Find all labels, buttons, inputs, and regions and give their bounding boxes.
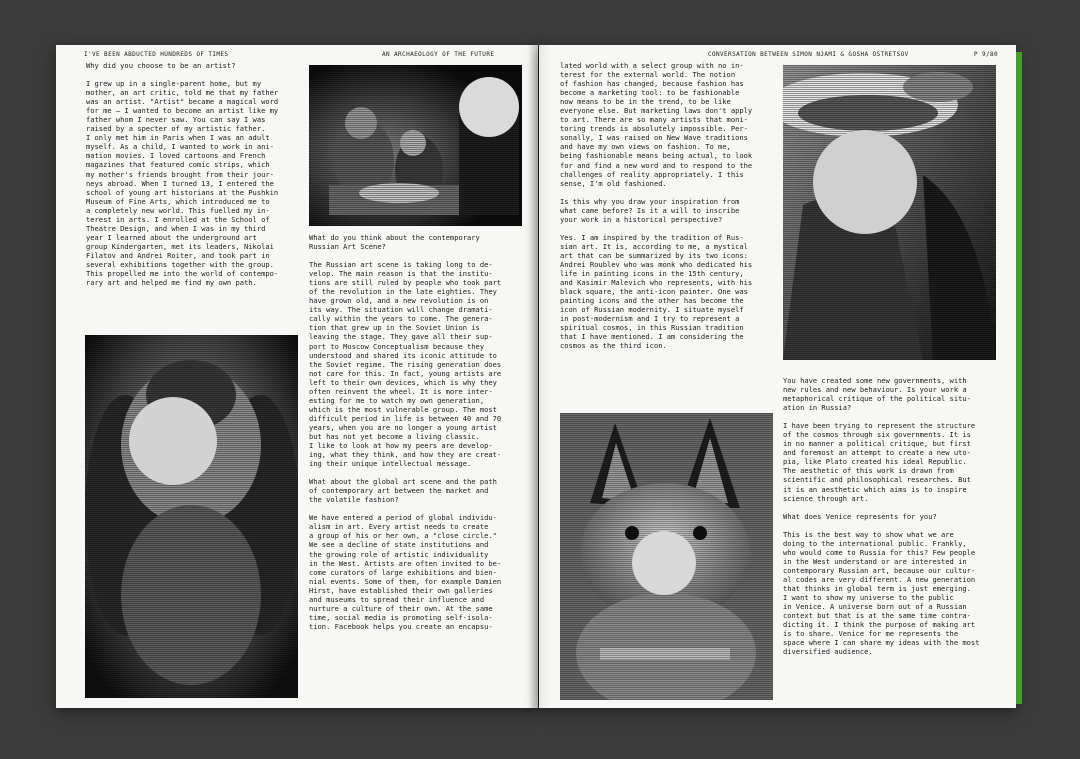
text-column-right-2 <box>783 376 1003 665</box>
photo-woman-hat <box>783 65 996 360</box>
answer-1: I grew up in a single-parent home, but my mother, an art critic, told me that my father was an artist. "Artist" became a magical word for me — I wanted to become an artist like my father whom I never saw. You can say I was raised by a specter of my artistic father. I only met him in Paris when I was an adult myself. As a child, I wanted to work in ani- mation movies. I loved cartoons and French magazines that featured comic strips, which my mother's friends brought from their jour- neys abroad. When I turned 13, I entered the school of young art historians at the Pushkin Museum of Fine Arts, which introduced me to a completely new world. This fuelled my in- terest in arts. I enrolled at the School of Theatre Design, and when I was in my third year I learned about the underground art group Kindergarten, met its leaders, Nikolai Filatov and Andrei Roiter, and took part in several exhibitions together with the group. This propelled me into the world of contempo- rary art and helped me find my own path. <box>86 79 279 288</box>
text-column-left-2 <box>309 233 527 640</box>
photo-dog-shepherd-image <box>560 413 773 700</box>
question-3: What about the global art scene and the path of contemporary art between the market and the volatile fashion? <box>309 477 497 505</box>
text-column-left-1 <box>86 61 301 296</box>
answer-3: We have entered a period of global individu- alism in art. Every artist needs to create a group of his or her own, a "close circle." We see a decline of state institutions and the growing role of artistic individuality in the West. Artists are often invited to be- come curators of large exhibitions and bien- nial events. Some of them, for example Damien Hirst, have established their own galleries and museums to spread their influence and nurture a culture of their own. At the same time, social media is promoting self-isola- tion. Facebook helps you create an encapsu- <box>309 513 502 631</box>
answer-3-continued: lated world with a select group with no in- terest for the external world. The notion of fashion has changed, because fashion has become a marketing tool: to be fashionable now means to be in the trend, to be like everyone else. But marketing laws don't apply to art. There are so many artists that moni- toring trends is absolutely impossible. Per- sonally, I was raised on New Wave traditions and have my own views on fashion. To me, being fashionable means being actual, to look for and find a new word and to respond to the challenges of reality appropriately. I this sense, I'm old fashioned. <box>560 61 753 188</box>
photo-woman-hat-image <box>783 65 996 360</box>
answer-6: This is the best way to show what we are doing to the international public. Frankly, who would come to Russia for this? Few people in the West understand or are interested in contemporary Russian art, because our cultur- al codes are very different. A new generation that thinks in global term is just emerging. I want to show my universe to the public in Venice. A universe born out of a Russian context but that is at the same time contra- dicting it. I think the purpose of making art is to share. Venice for me represents the space where I can share my ideas with the most diversified audience. <box>783 529 980 657</box>
photo-dog-shepherd <box>560 413 773 700</box>
photo-dog-spaniel-image <box>85 335 298 698</box>
answer-4: Yes. I am inspired by the tradition of Rus- sian art. It is, according to me, a mystical art that can be summarized by its two icons: Andrei Roublev who was monk who dedicated his life in painting icons in the 15th century, and Kasimir Malevich who represents, with his black square, the anti-icon painter. One was painting icons and the other has become the icon of Russian modernity. I situate myself in post-modernism and I try to represent a spiritual cosmos, in this Russian tradition that I have mentioned. I am considering the cosmos as the third icon. <box>560 232 753 351</box>
page-number: P 9/80 <box>974 51 999 58</box>
running-header-right: CONVERSATION BETWEEN SIMON NJAMI & GOSHA OSTRETSOV <box>708 51 909 58</box>
running-header-center: AN ARCHAEOLOGY OF THE FUTURE <box>382 51 495 58</box>
running-header-left: I'VE BEEN ABDUCTED HUNDREDS OF TIMES <box>84 51 229 58</box>
question-5: You have created some new governments, with new rules and new behaviour. Is your work a metaphorical critique of the political situ- ation in Russia? <box>783 376 971 413</box>
question-6: What does Venice represents for you? <box>783 511 937 521</box>
question-4: Is this why you draw your inspiration from what came before? Is it a will to inscribe your work in a historical perspective? <box>560 196 740 224</box>
answer-2: The Russian art scene is taking long to de- velop. The main reason is that the institu- tions are still ruled by people who took part of the revolution in the late eighties. They have grown old, and a new revolution is on its way. The situation will change dramati- cally within the years to come. The genera- tion that grew up in the Soviet Union is leaving the stage. They gave all their sup- port to Moscow Conceptualism because they understood and shared its iconic attitude to the Soviet regime. The rising generation does not care for this. In fact, young artists are left to their own devices, which is why they often reinvent the wheel. It is more inter- esting for me to watch my own generation, which is the most vulnerable group. The most difficult period in life is between 40 and 70 years, when you are no longer a young artist but has not yet become a living classic. I like to look at how my peers are develop- ing, what they think, and how they are creat- ing their unique intellectual message. <box>309 260 502 469</box>
text-column-right-1 <box>560 61 776 359</box>
answer-5: I have been trying to represent the structure of the cosmos through six governments. It is in no manner a political critique, but first and foremost an attempt to create a new uto- pia, like Plato created his ideal Republic. The aesthetic of this work is drawn from scientific and philosophical researches. But it is an aesthetic which aims is to inspire science through art. <box>783 421 976 503</box>
photo-people-table <box>309 65 522 226</box>
question-2: What do you think about the contemporary Russian Art Scene? <box>309 233 480 252</box>
book-gutter <box>528 45 550 708</box>
question-1: Why did you choose to be an artist? <box>86 61 236 70</box>
photo-people-table-image <box>309 65 522 226</box>
green-spine-edge <box>1016 52 1022 704</box>
photo-dog-spaniel <box>85 335 298 698</box>
